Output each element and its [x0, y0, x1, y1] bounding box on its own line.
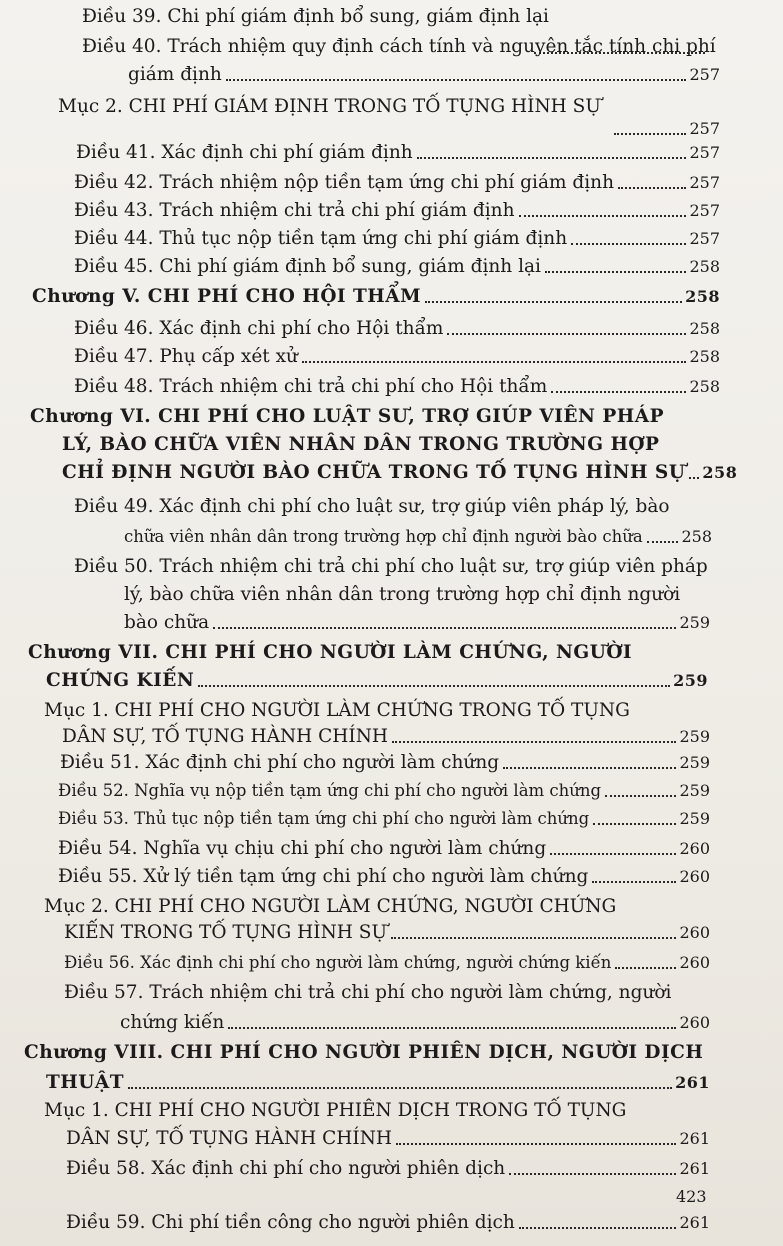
toc-entry-dieu-50-cont2	[124, 612, 710, 634]
toc-entry-text: Điều 43. Trách nhiệm chi trả chi phí giám định	[74, 200, 515, 221]
toc-entry-text: Điều 55. Xử lý tiền tạm ứng chi phí cho người làm chứng	[58, 866, 589, 887]
toc-page-number: 260	[679, 1013, 710, 1032]
toc-entry-text: Điều 39. Chi phí giám định bổ sung, giám định lại	[82, 6, 549, 27]
toc-page-number: 258	[689, 377, 720, 396]
toc-entry-dieu-49	[74, 496, 670, 518]
toc-page-number: 259	[679, 727, 710, 746]
toc-entry-dieu-41	[76, 142, 720, 164]
dot-leader	[689, 477, 699, 479]
toc-entry-cont: chứng kiến	[120, 1012, 225, 1033]
toc-page-number: 259	[679, 809, 710, 828]
dot-leader	[128, 1087, 672, 1089]
dot-leader	[618, 187, 686, 189]
dot-leader	[226, 79, 687, 81]
toc-page-number: 259	[679, 781, 710, 800]
toc-entry-cont: DÂN SỰ, TỐ TỤNG HÀNH CHÍNH	[66, 1128, 393, 1149]
toc-page-number: 258	[689, 347, 720, 366]
toc-entry-muc-1-lam-chung-cont	[62, 726, 710, 748]
toc-entry-chuong-vi	[30, 406, 664, 428]
toc-entry-dieu-59	[66, 1212, 710, 1234]
toc-page-number: 259	[679, 753, 710, 772]
toc-entry-text: Mục 2. CHI PHÍ CHO NGƯỜI LÀM CHỨNG, NGƯỜI CHỨNG	[44, 896, 617, 917]
toc-entry-cont: lý, bào chữa viên nhân dân trong trường hợp chỉ định người	[124, 584, 681, 605]
toc-page-number: 258	[685, 287, 720, 306]
toc-entry-text: Điều 59. Chi phí tiền công cho người phiên dịch	[66, 1212, 515, 1233]
toc-entry-text: Điều 49. Xác định chi phí cho luật sư, trợ giúp viên pháp lý, bào	[74, 496, 670, 517]
toc-entry-dieu-44	[74, 228, 720, 250]
toc-page-number: 261	[679, 1159, 710, 1178]
toc-entry-text: Điều 44. Thủ tục nộp tiền tạm ứng chi phí giám định	[74, 228, 568, 249]
toc-entry-text: Mục 1. CHI PHÍ CHO NGƯỜI LÀM CHỨNG TRONG TỐ TỤNG	[44, 700, 630, 721]
toc-entry-muc-2-lam-chung-cont	[64, 922, 710, 944]
toc-entry-cont: KIẾN TRONG TỐ TỤNG HÌNH SỰ	[64, 922, 388, 943]
dot-leader	[605, 795, 676, 797]
toc-page-number: 257	[689, 143, 720, 162]
toc-entry-chuong-viii	[24, 1042, 703, 1064]
toc-entry-dieu-50	[74, 556, 708, 578]
dot-leader	[392, 741, 676, 743]
toc-page-number: 257	[689, 173, 720, 192]
dot-leader	[593, 823, 676, 825]
toc-entry-muc-1-lam-chung	[44, 700, 630, 722]
dot-leader	[614, 133, 686, 135]
toc-entry-text: Điều 58. Xác định chi phí cho người phiên dịch	[66, 1158, 506, 1179]
toc-entry-dieu-47	[74, 346, 720, 368]
toc-entry-chuong-vii-cont	[46, 670, 708, 692]
dot-leader	[545, 271, 687, 273]
toc-entry-muc-2-lam-chung	[44, 896, 616, 918]
toc-page-number: 257	[689, 201, 720, 220]
toc-entry-chuong-vi-cont	[62, 434, 659, 456]
toc-entry-dieu-43	[74, 200, 720, 222]
toc-entry-text: Điều 47. Phụ cấp xét xử	[74, 346, 298, 367]
toc-entry-muc-2-page	[610, 118, 720, 140]
toc-entry-text: Điều 46. Xác định chi phí cho Hội thẩm	[74, 318, 444, 339]
toc-entry-text: Điều 45. Chi phí giám định bổ sung, giám định lại	[74, 256, 541, 277]
toc-page-number: 258	[681, 527, 712, 546]
toc-entry-dieu-57	[64, 982, 671, 1004]
dot-leader	[391, 937, 676, 939]
toc-entry-dieu-49-cont	[124, 526, 712, 548]
toc-entry-dieu-55	[58, 866, 710, 888]
toc-entry-text: Điều 50. Trách nhiệm chi trả chi phí cho luật sư, trợ giúp viên pháp	[74, 556, 708, 577]
dot-leader	[396, 1143, 676, 1145]
dot-leader	[509, 1173, 676, 1175]
toc-page-number: 261	[679, 1129, 710, 1148]
toc-page-number: 260	[679, 953, 710, 972]
toc-page-number: 260	[679, 839, 710, 858]
toc-page-number: 261	[679, 1213, 710, 1232]
toc-entry-dieu-53	[58, 808, 710, 830]
toc-page-number: 258	[702, 463, 738, 482]
dot-leader	[550, 853, 676, 855]
toc-entry-text: Chương VII. CHI PHÍ CHO NGƯỜI LÀM CHỨNG, NGƯỜI	[28, 642, 633, 663]
toc-entry-text: Điều 41. Xác định chi phí giám định	[76, 142, 413, 163]
toc-entry-muc-1-phien-dich-cont	[66, 1128, 710, 1150]
toc-entry-dieu-40-cont	[128, 64, 720, 86]
toc-entry-dieu-52	[58, 780, 710, 802]
toc-entry-cont: LÝ, BÀO CHỮA VIÊN NHÂN DÂN TRONG TRƯỜNG HỢP	[62, 434, 660, 455]
toc-entry-cont: CHỨNG KIẾN	[46, 670, 195, 691]
toc-entry-chuong-v	[32, 286, 720, 308]
toc-page-number: 260	[679, 923, 710, 942]
toc-page-number: 257	[689, 229, 720, 248]
toc-page-number: 260	[679, 867, 710, 886]
toc-entry-text: Điều 52. Nghĩa vụ nộp tiền tạm ứng chi phí cho người làm chứng	[58, 781, 602, 800]
dot-leader	[198, 685, 670, 687]
toc-entry-text: Chương VI. CHI PHÍ CHO LUẬT SƯ, TRỢ GIÚP VIÊN PHÁP	[30, 406, 665, 427]
dot-leader	[592, 881, 676, 883]
toc-entry-text: Điều 51. Xác định chi phí cho người làm chứng	[60, 752, 500, 773]
toc-entry-dieu-46	[74, 318, 720, 340]
toc-page-number: 259	[673, 671, 708, 690]
toc-entry-text: Mục 2. CHI PHÍ GIÁM ĐỊNH TRONG TỐ TỤNG HÌNH SỰ	[58, 96, 601, 117]
toc-entry-text: Điều 53. Thủ tục nộp tiền tạm ứng chi phí cho người làm chứng	[58, 809, 590, 828]
toc-entry-chuong-viii-cont	[46, 1072, 710, 1094]
toc-entry-cont2: CHỈ ĐỊNH NGƯỜI BÀO CHỮA TRONG TỐ TỤNG HÌNH SỰ	[62, 462, 686, 483]
toc-entry-dieu-39	[82, 6, 549, 28]
toc-entry-cont: chữa viên nhân dân trong trường hợp chỉ định người bào chữa	[124, 527, 643, 546]
dot-leader	[425, 301, 682, 303]
toc-entry-chuong-vii	[28, 642, 632, 664]
toc-entry-cont: THUẬT	[46, 1072, 124, 1093]
toc-entry-dieu-50-cont	[124, 584, 680, 606]
toc-page-number: 257	[689, 119, 720, 138]
toc-entry-dieu-51	[60, 752, 710, 774]
toc-entry-text: Điều 48. Trách nhiệm chi trả chi phí cho Hội thẩm	[74, 376, 548, 397]
page-number: 423	[676, 1187, 707, 1206]
toc-entry-cont: DÂN SỰ, TỐ TỤNG HÀNH CHÍNH	[62, 726, 389, 747]
toc-entry-dieu-57-cont	[120, 1012, 710, 1034]
dot-leader	[519, 1227, 677, 1229]
dot-leader	[551, 391, 686, 393]
toc-entry-text: Điều 56. Xác định chi phí cho người làm chứng, người chứng kiến	[64, 953, 612, 972]
toc-entry-text: Điều 54. Nghĩa vụ chịu chi phí cho người làm chứng	[58, 838, 547, 859]
dot-leader	[417, 157, 687, 159]
dot-leader	[447, 333, 686, 335]
toc-entry-muc-2-giam-dinh	[58, 96, 601, 118]
toc-page-number: 258	[689, 319, 720, 338]
dot-leader	[213, 627, 676, 629]
toc-entry-chuong-vi-cont2	[62, 462, 738, 484]
toc-entry-text: Chương VIII. CHI PHÍ CHO NGƯỜI PHIÊN DỊCH, NGƯỜI DỊCH	[24, 1042, 704, 1063]
toc-entry-cont: giám định	[128, 64, 222, 85]
toc-entry-dieu-56	[64, 952, 710, 974]
toc-entry-cont2: bào chữa	[124, 612, 210, 633]
toc-entry-text: Điều 57. Trách nhiệm chi trả chi phí cho người làm chứng, người	[64, 982, 672, 1003]
dot-leader	[571, 243, 686, 245]
toc-entry-text: Điều 42. Trách nhiệm nộp tiền tạm ứng chi phí giám định	[74, 172, 614, 193]
toc-page-number: 261	[675, 1073, 710, 1092]
dot-leader	[228, 1027, 676, 1029]
toc-entry-muc-1-phien-dich	[44, 1100, 626, 1122]
dot-leader	[615, 967, 676, 969]
toc-entry-dieu-45	[74, 256, 720, 278]
dot-leader	[519, 215, 687, 217]
dot-leader	[503, 767, 676, 769]
toc-entry-text: Chương V. CHI PHÍ CHO HỘI THẨM	[32, 286, 422, 307]
toc-entry-dieu-48	[74, 376, 720, 398]
toc-entry-dieu-54	[58, 838, 710, 860]
dot-leader	[302, 361, 687, 363]
toc-entry-dieu-40	[82, 36, 716, 58]
toc-page-number: 259	[679, 613, 710, 632]
toc-page-number: 258	[689, 257, 720, 276]
toc-entry-dieu-58	[66, 1158, 710, 1180]
toc-entry-text: Mục 1. CHI PHÍ CHO NGƯỜI PHIÊN DỊCH TRONG TỐ TỤNG	[44, 1100, 627, 1121]
toc-entry-text: Điều 40. Trách nhiệm quy định cách tính và nguyên tắc tính chi phí	[82, 36, 716, 57]
toc-entry-dieu-42	[74, 172, 720, 194]
toc-page-number: 257	[689, 65, 720, 84]
dot-leader	[647, 541, 679, 543]
